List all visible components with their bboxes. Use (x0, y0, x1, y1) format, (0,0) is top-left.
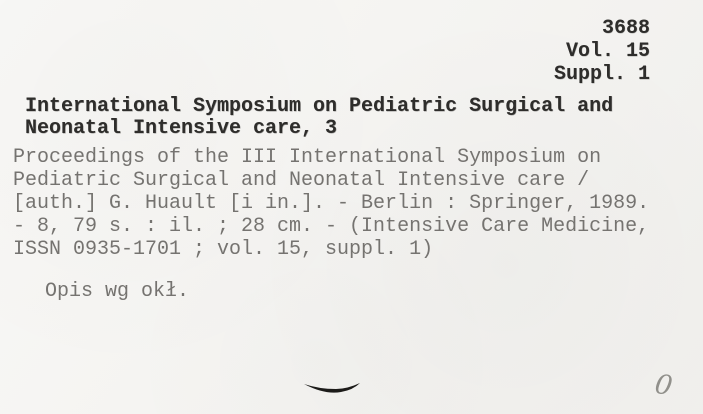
hole-punch-crescent-mark (303, 381, 361, 395)
description-line: Pediatric Surgical and Neonatal Intensive care / (13, 169, 590, 192)
cataloger-note: Opis wg okł. (45, 280, 190, 303)
description-line: - 8, 79 s. : il. ; 28 cm. - (Intensive Care Medicine, (13, 215, 650, 238)
description-line: ISSN 0935-1701 ; vol. 15, suppl. 1) (13, 238, 434, 261)
card-heading (25, 96, 613, 140)
handwritten-zero-mark: 0 (652, 368, 675, 403)
description-line: Proceedings of the III International Symposium on (13, 146, 602, 169)
heading-line-2: Neonatal Intensive care, 3 (25, 117, 338, 140)
heading-line-1: International Symposium on Pediatric Surgical and (25, 95, 614, 118)
volume-number: Vol. 15 (565, 40, 650, 63)
accession-number: 3688 (601, 17, 650, 40)
card-header-numbers (554, 17, 650, 86)
description-line: [auth.] G. Huault [i in.]. - Berlin : Springer, 1989. (13, 192, 650, 215)
supplement-number: Suppl. 1 (553, 63, 650, 86)
bibliographic-description (13, 146, 649, 261)
